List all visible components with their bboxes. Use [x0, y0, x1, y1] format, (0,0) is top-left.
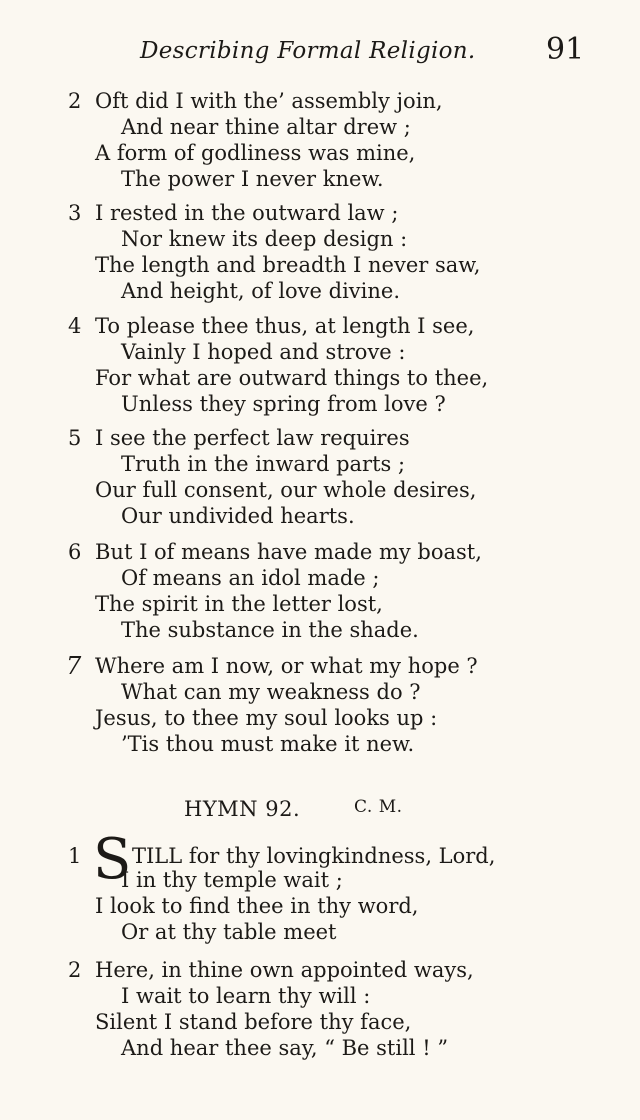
stanza-number: 2 [68, 89, 82, 113]
verse-line: TILL for thy lovingkindness, Lord, [132, 844, 496, 868]
verse-line: Of means an idol made ; [121, 566, 380, 590]
stanza-number: 5 [68, 426, 82, 450]
verse-line: Or at thy table meet [121, 920, 337, 944]
verse-line: What can my weakness do ? [121, 680, 421, 704]
verse-line: And near thine altar drew ; [121, 115, 411, 139]
verse-line: Truth in the inward parts ; [121, 452, 406, 476]
stanza-number: 6 [68, 540, 82, 564]
hymn-meter: C. M. [354, 797, 403, 817]
verse-line: And height, of love divine. [121, 279, 401, 303]
verse-line: The length and breadth I never saw, [95, 253, 481, 277]
verse-line: Here, in thine own appointed ways, [95, 958, 474, 982]
verse-line: I look to find thee in thy word, [95, 894, 419, 918]
stanza-number: 4 [68, 314, 82, 338]
stanza-number: 1 [68, 844, 82, 868]
verse-line: To please thee thus, at length I see, [95, 314, 475, 338]
stanza-number: 3 [68, 201, 82, 225]
verse-line: I see the perfect law requires [95, 426, 410, 450]
verse-line: The substance in the shade. [121, 618, 419, 642]
verse-line: For what are outward things to thee, [95, 366, 489, 390]
verse-line: ’Tis thou must make it new. [121, 732, 415, 756]
verse-line: Vainly I hoped and strove : [121, 340, 406, 364]
verse-line: Silent I stand before thy face, [95, 1010, 412, 1034]
verse-line: Our full consent, our whole desires, [95, 478, 477, 502]
page-number: 91 [546, 32, 585, 67]
drop-cap: S [93, 827, 132, 892]
stanza-number: 2 [68, 958, 82, 982]
running-title: Describing Formal Religion. [140, 38, 476, 64]
verse-line: I wait to learn thy will : [121, 984, 371, 1008]
verse-line: Jesus, to thee my soul looks up : [95, 706, 438, 730]
verse-line: Oft did I with the’ assembly join, [95, 89, 443, 113]
stanza-number: 7 [66, 652, 82, 680]
verse-line: I rested in the outward law ; [95, 201, 399, 225]
verse-line: Where am I now, or what my hope ? [95, 654, 478, 678]
verse-line: Unless they spring from love ? [121, 392, 446, 416]
verse-line: And hear thee say, “ Be still ! ” [121, 1036, 449, 1060]
verse-line: I in thy temple wait ; [121, 868, 343, 892]
hymn-heading: HYMN 92. [184, 797, 301, 821]
verse-line: The power I never knew. [121, 167, 384, 191]
verse-line: But I of means have made my boast, [95, 540, 482, 564]
verse-line: The spirit in the letter lost, [95, 592, 383, 616]
verse-line: A form of godliness was mine, [95, 141, 416, 165]
verse-line: Our undivided hearts. [121, 504, 355, 528]
verse-line: Nor knew its deep design : [121, 227, 408, 251]
